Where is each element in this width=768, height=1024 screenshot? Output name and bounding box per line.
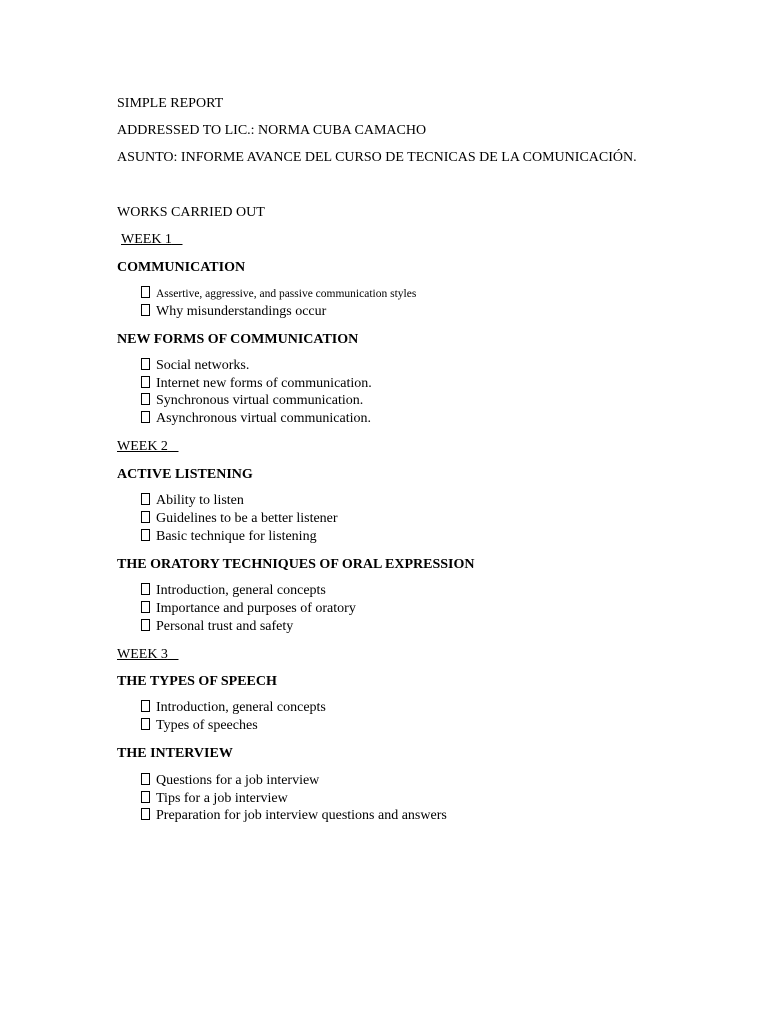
list-item xyxy=(141,582,326,599)
list-item-text: Preparation for job interview questions and answers xyxy=(156,808,447,823)
section-heading: THE ORATORY TECHNIQUES OF ORAL EXPRESSION xyxy=(117,557,475,572)
list-item-text: Guidelines to be a better listener xyxy=(156,511,338,526)
list-item xyxy=(141,717,258,734)
list-item xyxy=(141,410,371,427)
list-item-text: Why misunderstandings occur xyxy=(156,304,327,319)
list-item xyxy=(141,807,447,824)
bullet-box-icon xyxy=(141,791,150,803)
bullet-box-icon xyxy=(141,773,150,785)
section-heading: THE TYPES OF SPEECH xyxy=(117,674,277,689)
bullet-box-icon xyxy=(141,511,150,523)
bullet-box-icon xyxy=(141,808,150,820)
list-item xyxy=(141,492,244,509)
list-item-text: Social networks. xyxy=(156,358,250,373)
bullet-box-icon xyxy=(141,393,150,405)
list-item xyxy=(141,528,317,545)
list-item-text: Asynchronous virtual communication. xyxy=(156,411,372,426)
section-heading: COMMUNICATION xyxy=(117,260,246,275)
list-item xyxy=(141,790,288,807)
bullet-box-icon xyxy=(141,493,150,505)
list-item xyxy=(141,375,372,392)
list-item xyxy=(141,285,416,303)
bullet-box-icon xyxy=(141,583,150,595)
list-item-text: Questions for a job interview xyxy=(156,773,320,788)
bullet-box-icon xyxy=(141,358,150,370)
list-item-text: Introduction, general concepts xyxy=(156,583,326,598)
addressed-to: ADDRESSED TO LIC.: NORMA CUBA CAMACHO xyxy=(117,123,427,138)
list-item xyxy=(141,510,338,527)
list-item-text: Personal trust and safety xyxy=(156,619,294,634)
bullet-box-icon xyxy=(141,529,150,541)
report-title: SIMPLE REPORT xyxy=(117,96,224,111)
list-item xyxy=(141,357,249,374)
list-item-text: Synchronous virtual communication. xyxy=(156,393,364,408)
subject-line: ASUNTO: INFORME AVANCE DEL CURSO DE TECNICAS DE LA COMUNICACIÓN. xyxy=(117,150,637,165)
section-heading: THE INTERVIEW xyxy=(117,746,233,761)
list-item xyxy=(141,772,319,789)
week-3-label: WEEK 3 xyxy=(117,647,168,662)
week-1-label: WEEK 1 xyxy=(121,232,172,247)
bullet-box-icon xyxy=(141,411,150,423)
week-2-label: WEEK 2 xyxy=(117,439,168,454)
section-heading: ACTIVE LISTENING xyxy=(117,467,253,482)
bullet-box-icon xyxy=(141,718,150,730)
bullet-box-icon xyxy=(141,286,150,298)
bullet-box-icon xyxy=(141,304,150,316)
list-item-text: Tips for a job interview xyxy=(156,791,288,806)
list-item-text: Assertive, aggressive, and passive communication styles xyxy=(156,288,417,300)
list-item xyxy=(141,699,326,716)
list-item-text: Basic technique for listening xyxy=(156,529,317,544)
bullet-box-icon xyxy=(141,619,150,631)
list-item xyxy=(141,600,356,617)
works-heading: WORKS CARRIED OUT xyxy=(117,205,265,220)
bullet-box-icon xyxy=(141,700,150,712)
list-item-text: Types of speeches xyxy=(156,718,258,733)
bullet-box-icon xyxy=(141,376,150,388)
list-item-text: Internet new forms of communication. xyxy=(156,376,372,391)
section-heading: NEW FORMS OF COMMUNICATION xyxy=(117,332,359,347)
list-item-text: Importance and purposes of oratory xyxy=(156,601,356,616)
list-item-text: Ability to listen xyxy=(156,493,244,508)
list-item xyxy=(141,618,293,635)
list-item xyxy=(141,303,326,320)
list-item-text: Introduction, general concepts xyxy=(156,700,326,715)
bullet-box-icon xyxy=(141,601,150,613)
list-item xyxy=(141,392,363,409)
